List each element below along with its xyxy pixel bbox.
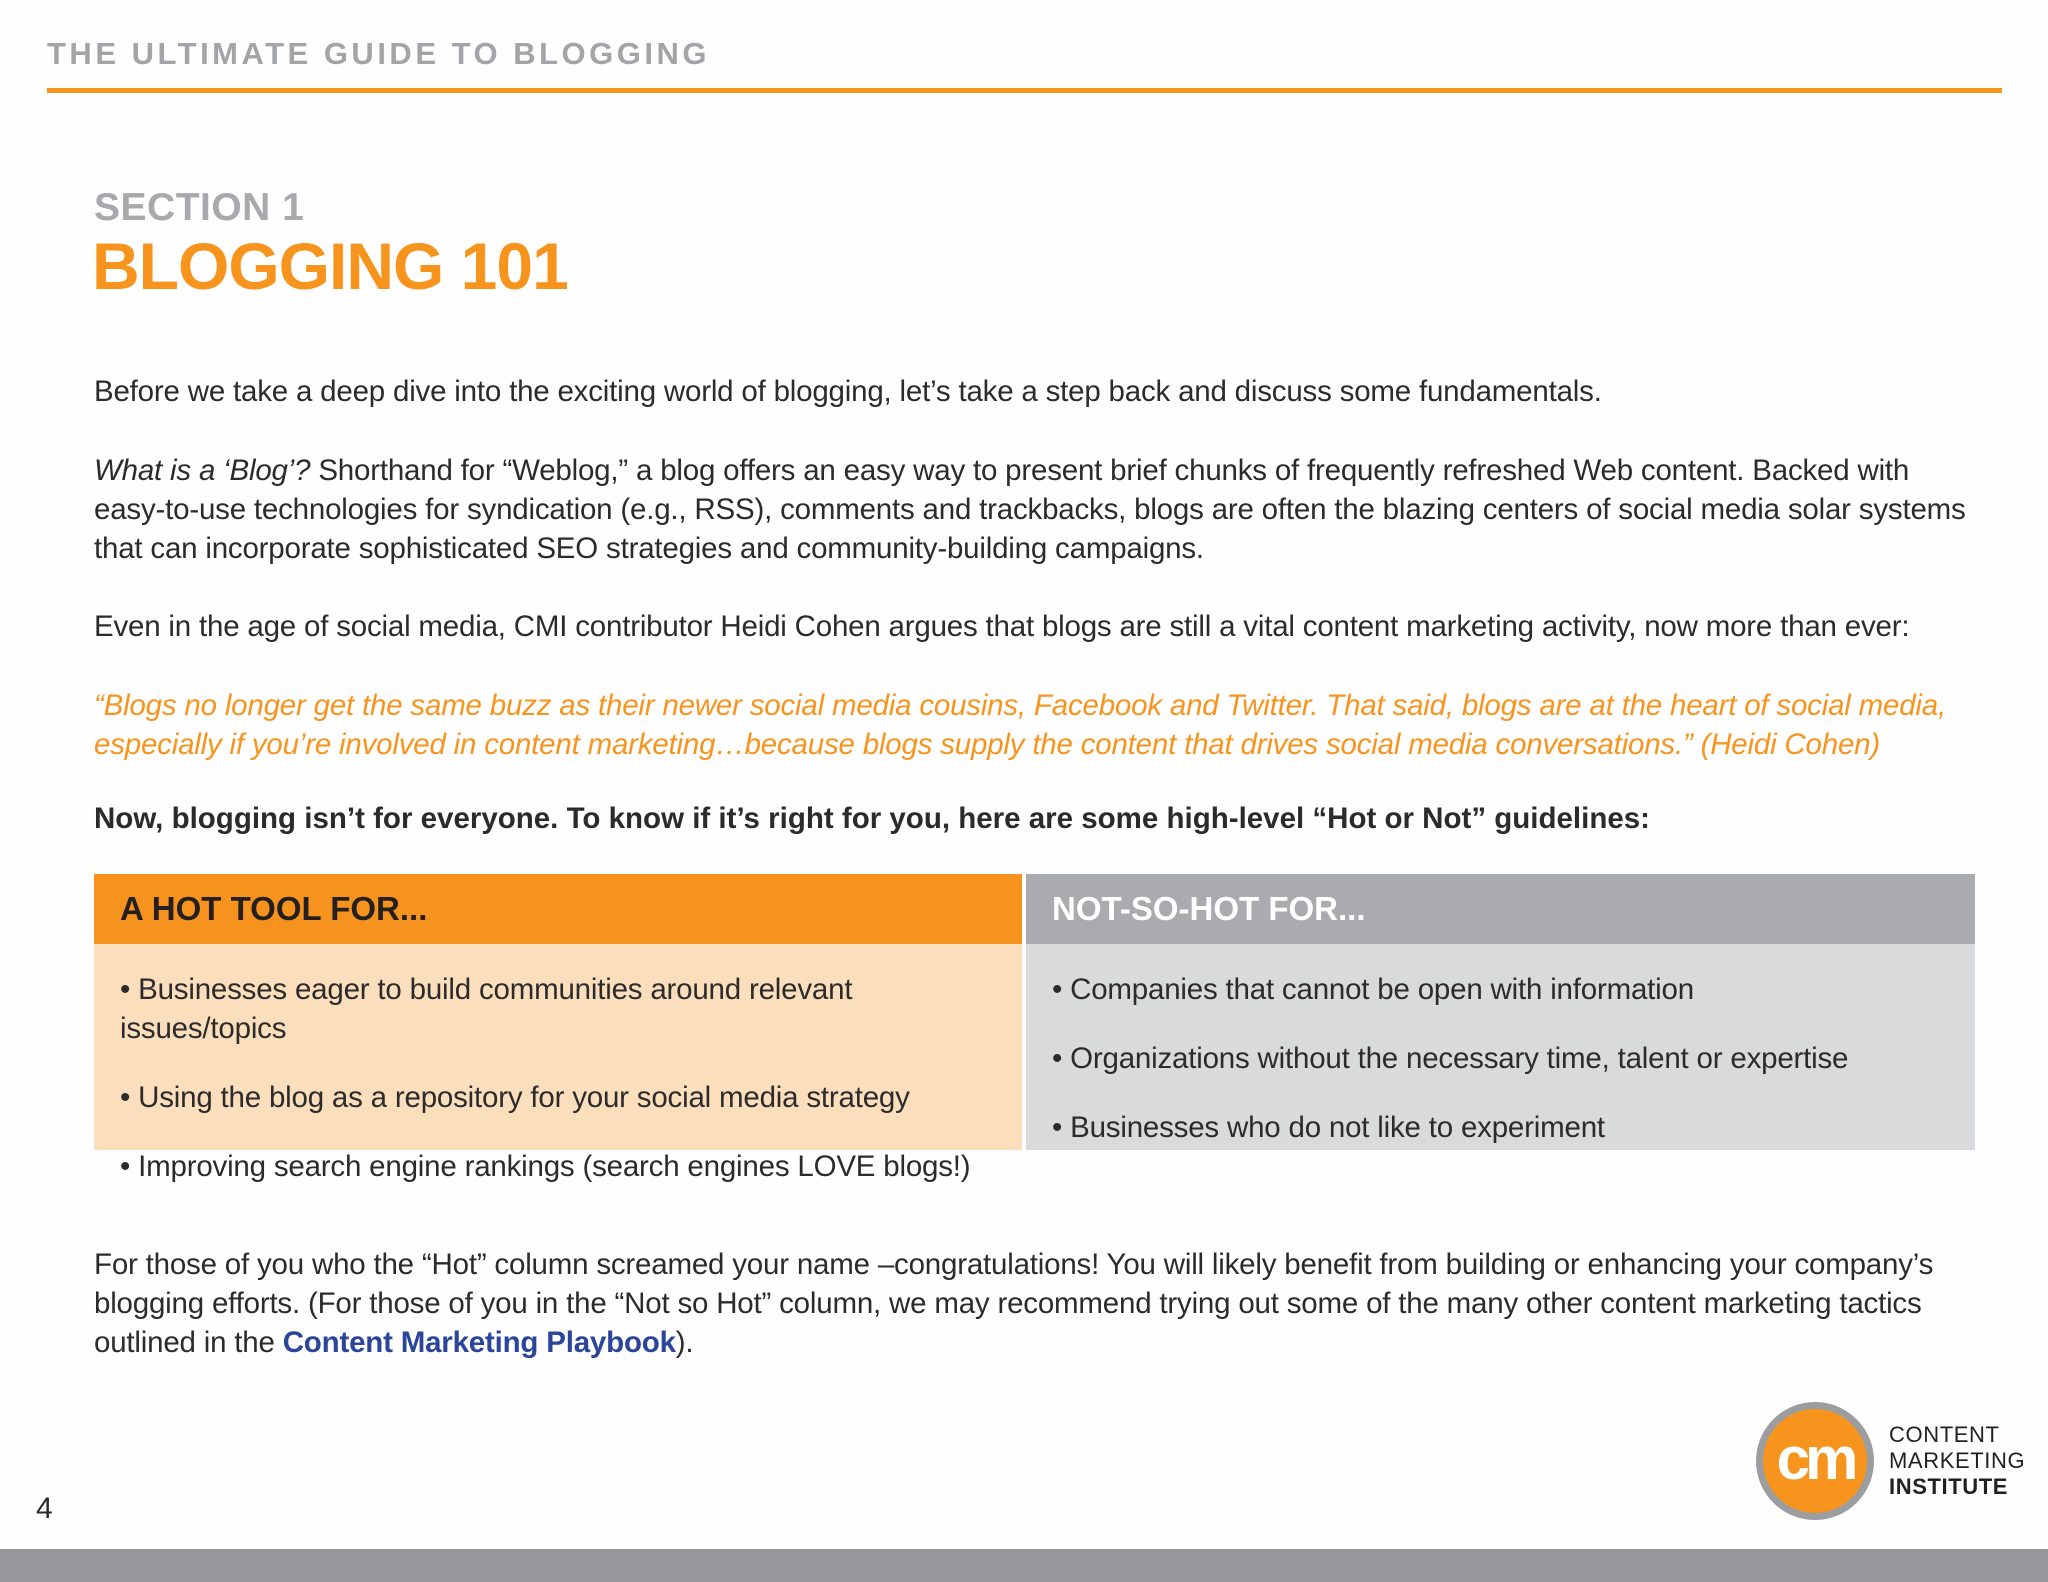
not-so-hot-column — [1026, 874, 1975, 1150]
what-is-blog-paragraph — [94, 451, 1974, 568]
hot-item: • Using the blog as a repository for your social media strategy — [120, 1078, 1004, 1117]
cmi-logo-icon — [1756, 1402, 1874, 1520]
cmi-logo-wordmark — [1889, 1422, 2025, 1500]
logo-word-content: CONTENT — [1889, 1422, 2000, 1447]
bottom-bar — [0, 1549, 2048, 1582]
hot-item: • Businesses eager to build communities around relevant issues/topics — [120, 970, 1004, 1048]
not-so-hot-item: • Companies that cannot be open with information — [1052, 970, 1957, 1009]
quote-attribution: (Heidi Cohen) — [1700, 728, 1880, 761]
hot-or-not-intro: Now, blogging isn’t for everyone. To know if it’s right for you, here are some high-level “Hot or Not” guidelines: — [94, 802, 1650, 835]
cmi-logo — [1756, 1402, 2025, 1520]
closing-paragraph — [94, 1245, 1974, 1362]
section-title: BLOGGING 101 — [92, 229, 568, 303]
hot-column-header: A HOT TOOL FOR... — [94, 874, 1022, 944]
not-so-hot-item: • Organizations without the necessary time, talent or expertise — [1052, 1039, 1957, 1078]
header-divider — [47, 88, 2002, 93]
not-so-hot-item: • Businesses who do not like to experiment — [1052, 1108, 1957, 1147]
cmi-monogram: cm — [1776, 1424, 1854, 1492]
logo-word-institute: INSTITUTE — [1889, 1474, 2009, 1499]
hot-item: • Improving search engine rankings (search engines LOVE blogs!) — [120, 1147, 1004, 1186]
closing-text-after-link: ). — [675, 1326, 694, 1359]
what-is-blog-lead: What is a ‘Blog’? — [94, 454, 311, 487]
page-number: 4 — [36, 1492, 53, 1525]
heidi-intro-paragraph: Even in the age of social media, CMI contributor Heidi Cohen argues that blogs are still a vital content marketing activity, now more than ever: — [94, 610, 1910, 643]
not-so-hot-column-header: NOT-SO-HOT FOR... — [1026, 874, 1975, 944]
hot-column — [94, 874, 1022, 1183]
content-marketing-playbook-link[interactable]: Content Marketing Playbook — [282, 1326, 676, 1359]
quote-paragraph — [94, 686, 1974, 764]
document-header-title: THE ULTIMATE GUIDE TO BLOGGING — [47, 36, 710, 71]
logo-word-marketing: MARKETING — [1889, 1448, 2026, 1473]
hot-or-not-table — [94, 874, 1975, 1183]
what-is-blog-body: Shorthand for “Weblog,” a blog offers an easy way to present brief chunks of frequently refreshed Web content. Backed with easy-to-use technologies for syndication (e.g., RSS), comments and trackbacks, blogs are often the blazing centers of social media solar systems that can incorporate sophisticated SEO strategies and community-building campaigns. — [94, 454, 1966, 565]
intro-paragraph: Before we take a deep dive into the exciting world of blogging, let’s take a step back and discuss some fundamentals. — [94, 375, 1602, 408]
hot-column-list — [94, 944, 1022, 1183]
section-eyebrow: SECTION 1 — [94, 186, 305, 229]
not-so-hot-column-list — [1026, 944, 1975, 1150]
quote-text: “Blogs no longer get the same buzz as their newer social media cousins, Facebook and Twitter. That said, blogs are at the heart of social media, especially if you’re involved in content marketing…because blogs supply the content that drives social media conversations.” — [94, 689, 1946, 761]
closing-text-before-link: For those of you who the “Hot” column screamed your name –congratulations! You will likely benefit from building or enhancing your company’s blogging efforts. (For those of you in the “Not so Hot” column, we may recommend trying out some of the many other content marketing tactics outlined in the — [94, 1248, 1934, 1359]
